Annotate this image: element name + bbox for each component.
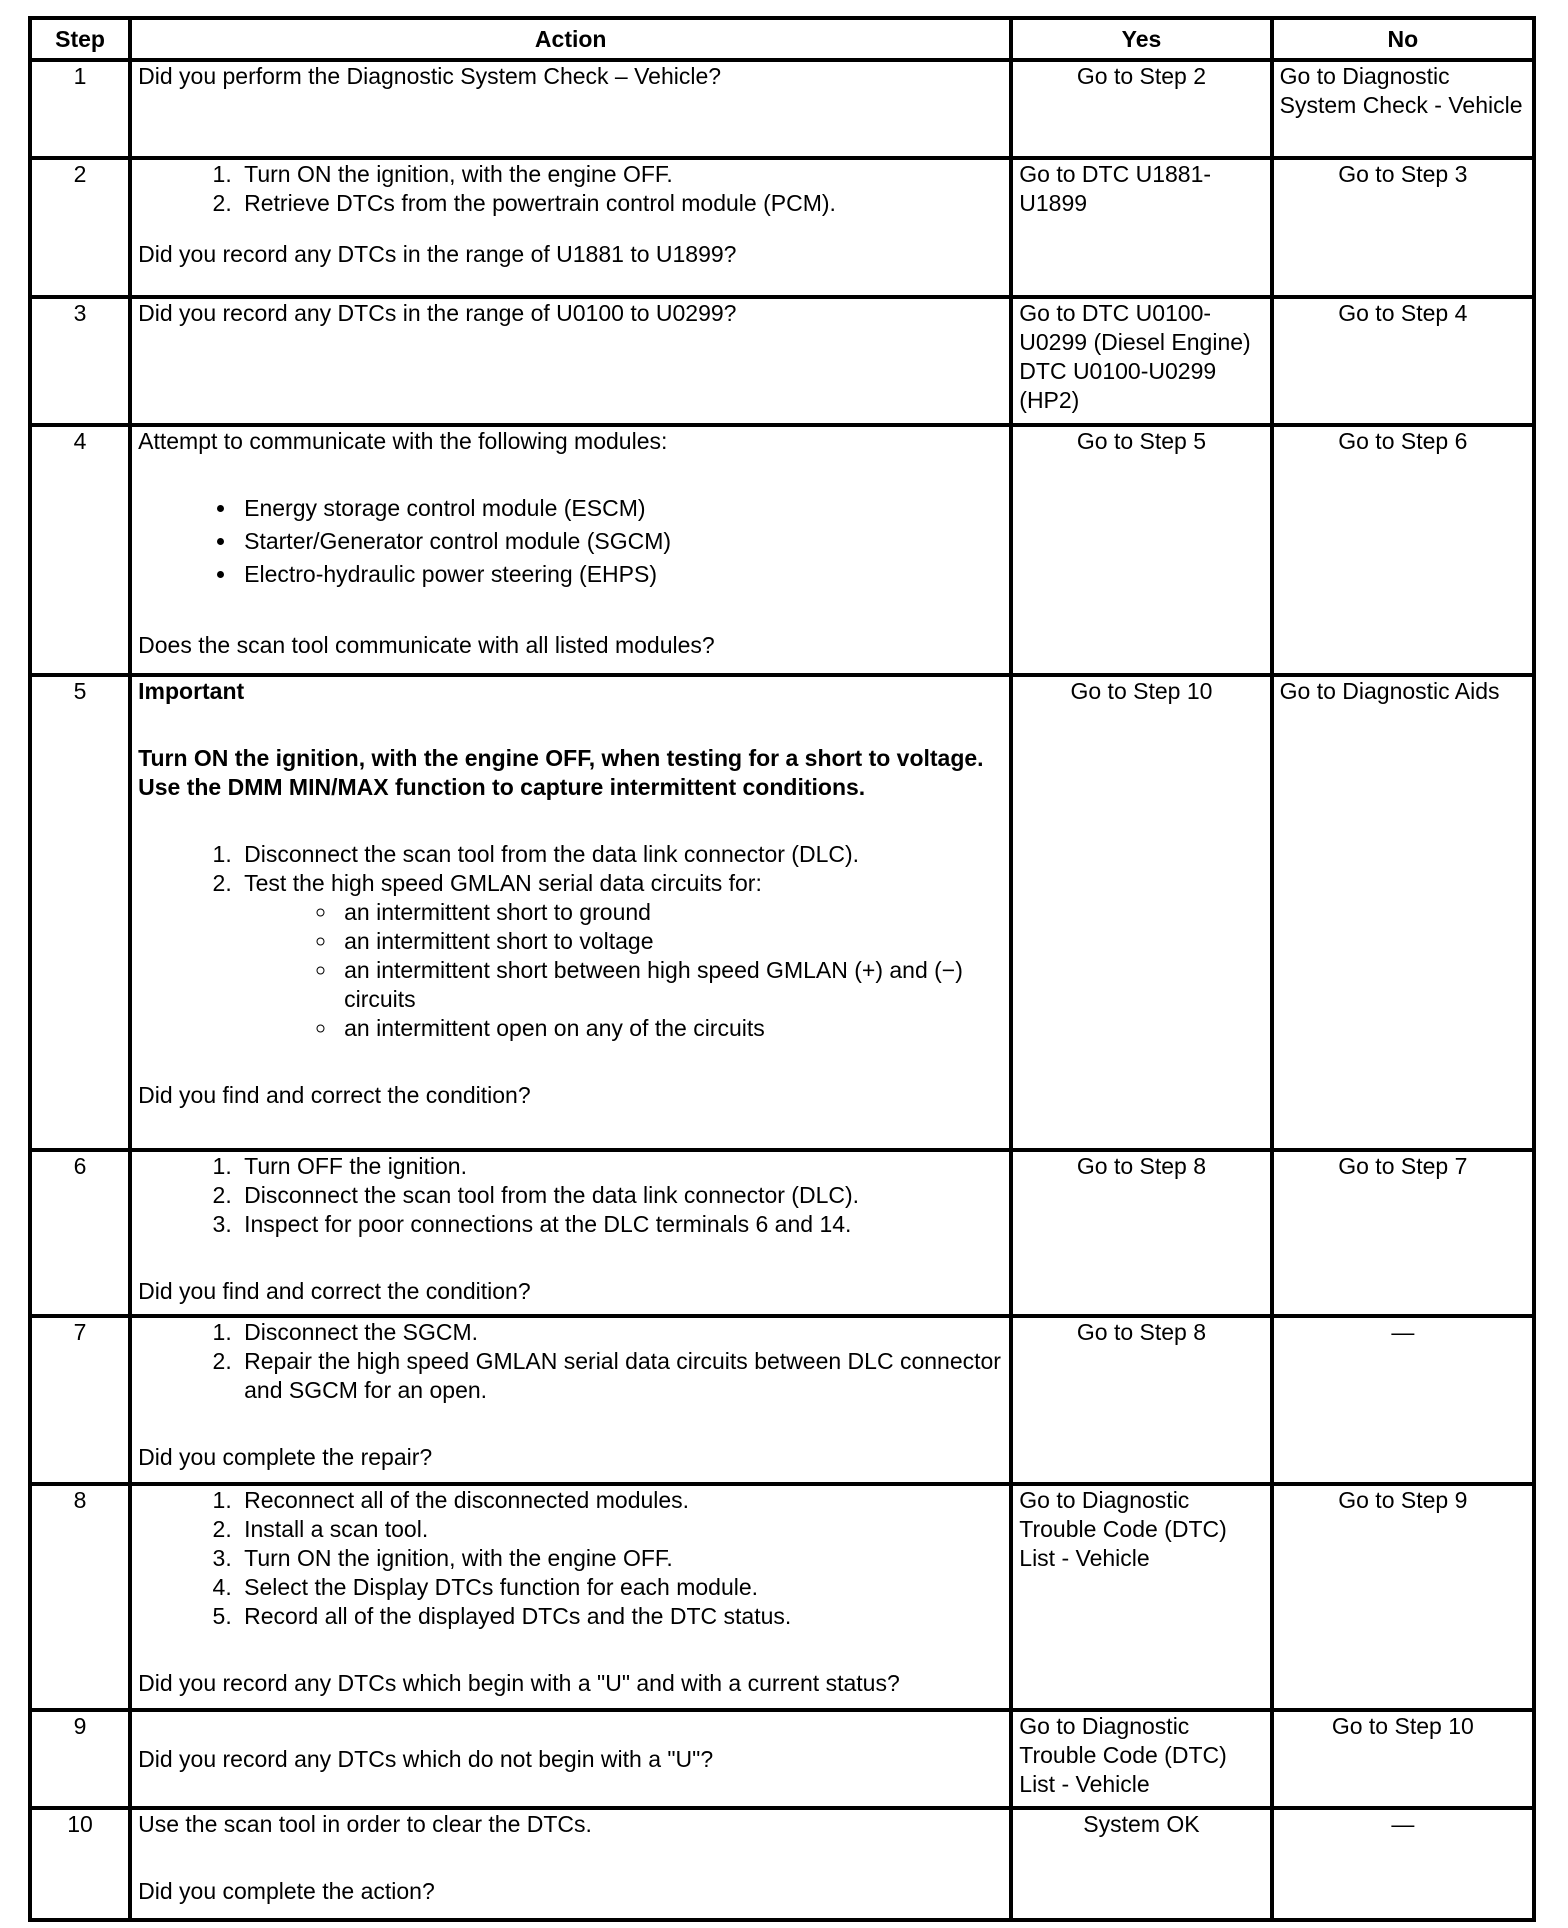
- action-cell: [130, 1808, 1011, 1920]
- yes-cell: Go to DTC U0100-U0299 (Diesel Engine) DTC U0100-U0299 (HP2): [1011, 297, 1271, 425]
- step-number: 2: [30, 158, 130, 297]
- table-row: [30, 60, 1534, 158]
- action-question: Did you perform the Diagnostic System Check – Vehicle?: [138, 63, 722, 89]
- action-cell: [130, 675, 1011, 1150]
- action-steps: [138, 1318, 1003, 1405]
- yes-cell: Go to Step 10: [1011, 675, 1271, 1150]
- yes-cell: Go to Step 5: [1011, 425, 1271, 675]
- no-cell: —: [1272, 1808, 1534, 1920]
- no-cell: Go to Step 10: [1272, 1710, 1534, 1808]
- action-steps: [138, 1152, 1003, 1239]
- list-item: ◦ an intermittent short between high speed GMLAN (+) and (−) circuits: [338, 956, 1003, 1014]
- table-row: [30, 675, 1534, 1150]
- circuit-test-list: [244, 898, 1003, 1043]
- step-number: 10: [30, 1808, 130, 1920]
- no-cell: —: [1272, 1316, 1534, 1484]
- step-number: 6: [30, 1150, 130, 1316]
- important-text: Turn ON the ignition, with the engine OFF, when testing for a short to voltage. Use the DMM MIN/MAX function to capture intermittent conditions.: [138, 745, 984, 800]
- action-step: 3. Turn ON the ignition, with the engine OFF.: [238, 1544, 1003, 1573]
- action-steps: [138, 160, 1003, 218]
- action-step: 1. Disconnect the scan tool from the data link connector (DLC).: [238, 840, 1003, 869]
- step-number: 7: [30, 1316, 130, 1484]
- no-cell: Go to Diagnostic Aids: [1272, 675, 1534, 1150]
- list-item: • Starter/Generator control module (SGCM): [238, 527, 1003, 556]
- step-number: 5: [30, 675, 130, 1150]
- list-item: • Electro-hydraulic power steering (EHPS): [238, 560, 1003, 589]
- step-number: 8: [30, 1484, 130, 1710]
- action-question: Did you record any DTCs which do not begin with a "U"?: [138, 1745, 714, 1772]
- no-cell: Go to Step 9: [1272, 1484, 1534, 1710]
- list-item: ◦ an intermittent short to voltage: [338, 927, 1003, 956]
- yes-cell: Go to Step 8: [1011, 1150, 1271, 1316]
- action-step: 2. Repair the high speed GMLAN serial data circuits between DLC connector and SGCM for an open.: [238, 1347, 1003, 1405]
- action-question: Did you find and correct the condition?: [138, 1278, 531, 1304]
- header-no: No: [1272, 18, 1534, 60]
- action-step: 1. Reconnect all of the disconnected modules.: [238, 1486, 1003, 1515]
- yes-cell: Go to Step 2: [1011, 60, 1271, 158]
- action-intro: Attempt to communicate with the following modules:: [138, 428, 668, 454]
- action-step: 1. Turn ON the ignition, with the engine OFF.: [238, 160, 1003, 189]
- header-action: Action: [130, 18, 1011, 60]
- step-number: 9: [30, 1710, 130, 1808]
- no-cell: Go to Step 6: [1272, 425, 1534, 675]
- action-question: Did you record any DTCs which begin with a "U" and with a current status?: [138, 1670, 900, 1696]
- step-number: 1: [30, 60, 130, 158]
- table-row: [30, 1808, 1534, 1920]
- table-row: [30, 425, 1534, 675]
- yes-cell: Go to Step 8: [1011, 1316, 1271, 1484]
- action-step: 5. Record all of the displayed DTCs and the DTC status.: [238, 1602, 1003, 1631]
- action-steps: [138, 1486, 1003, 1631]
- action-step: 3. Inspect for poor connections at the DLC terminals 6 and 14.: [238, 1210, 1003, 1239]
- action-cell: [130, 158, 1011, 297]
- step-number: 4: [30, 425, 130, 675]
- action-step-text: Test the high speed GMLAN serial data circuits for:: [244, 870, 762, 896]
- yes-cell: Go to Diagnostic Trouble Code (DTC) List - Vehicle: [1011, 1710, 1271, 1808]
- action-question: Did you complete the repair?: [138, 1444, 433, 1470]
- action-question: Did you record any DTCs in the range of U0100 to U0299?: [138, 300, 737, 326]
- action-step: 2. Disconnect the scan tool from the data link connector (DLC).: [238, 1181, 1003, 1210]
- no-cell: Go to Step 3: [1272, 158, 1534, 297]
- list-item: • Energy storage control module (ESCM): [238, 494, 1003, 523]
- header-row: [30, 18, 1534, 60]
- diagnostic-table: [28, 16, 1536, 1922]
- action-question: Did you complete the action?: [138, 1878, 435, 1904]
- table-row: [30, 1150, 1534, 1316]
- action-question: Does the scan tool communicate with all listed modules?: [138, 632, 715, 658]
- action-step: 2. Install a scan tool.: [238, 1515, 1003, 1544]
- yes-cell: System OK: [1011, 1808, 1271, 1920]
- action-step: 1. Disconnect the SGCM.: [238, 1318, 1003, 1347]
- action-step: 2. Retrieve DTCs from the powertrain control module (PCM).: [238, 189, 1003, 218]
- action-question: Did you record any DTCs in the range of U1881 to U1899?: [138, 241, 737, 267]
- action-step: [238, 869, 1003, 1043]
- action-intro: Use the scan tool in order to clear the DTCs.: [138, 1811, 592, 1837]
- step-number: 3: [30, 297, 130, 425]
- no-cell: Go to Step 7: [1272, 1150, 1534, 1316]
- table-row: [30, 1316, 1534, 1484]
- table-row: [30, 158, 1534, 297]
- no-cell: Go to Diagnostic System Check - Vehicle: [1272, 60, 1534, 158]
- action-question: Did you find and correct the condition?: [138, 1082, 531, 1108]
- no-cell: Go to Step 4: [1272, 297, 1534, 425]
- action-cell: [130, 1710, 1011, 1808]
- action-cell: [130, 297, 1011, 425]
- action-step: 4. Select the Display DTCs function for each module.: [238, 1573, 1003, 1602]
- important-label: Important: [138, 678, 245, 704]
- list-item: ◦ an intermittent open on any of the circuits: [338, 1014, 1003, 1043]
- table-row: [30, 297, 1534, 425]
- yes-cell: Go to DTC U1881-U1899: [1011, 158, 1271, 297]
- action-cell: [130, 425, 1011, 675]
- action-steps: [138, 840, 1003, 1043]
- header-yes: Yes: [1011, 18, 1271, 60]
- list-item: ◦ an intermittent short to ground: [338, 898, 1003, 927]
- action-cell: [130, 1150, 1011, 1316]
- action-step: 1. Turn OFF the ignition.: [238, 1152, 1003, 1181]
- table-row: [30, 1484, 1534, 1710]
- action-cell: [130, 1484, 1011, 1710]
- action-cell: [130, 1316, 1011, 1484]
- header-step: Step: [30, 18, 130, 60]
- yes-cell: Go to Diagnostic Trouble Code (DTC) List - Vehicle: [1011, 1484, 1271, 1710]
- action-cell: [130, 60, 1011, 158]
- table-row: [30, 1710, 1534, 1808]
- module-list: [138, 494, 1003, 589]
